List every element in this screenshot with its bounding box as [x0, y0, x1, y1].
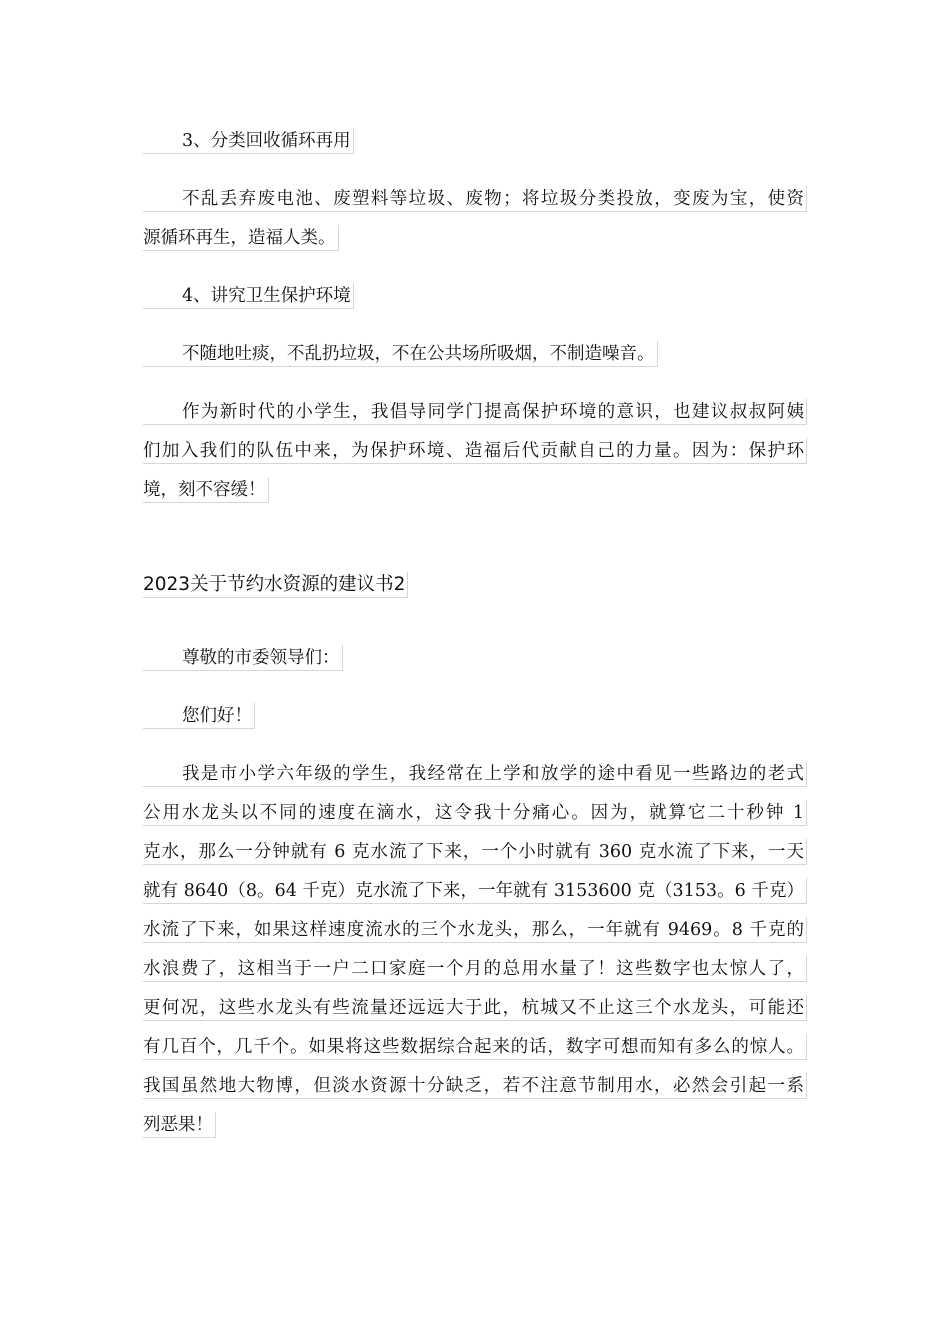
- doc2-salutation-text: 尊敬的市委领导们：: [143, 645, 343, 671]
- doc2-body-line: 有几百个，几千个。如果将这些数据综合起来的话，数字可想而知有多么的惊人。: [143, 1034, 807, 1060]
- section-4-body: [143, 334, 807, 373]
- conclusion-line: 作为新时代的小学生，我倡导同学门提高保护环境的意识，也建议叔叔阿姨: [143, 399, 807, 425]
- section-3-heading: [143, 121, 807, 160]
- conclusion-line: 境，刻不容缓！: [143, 477, 269, 503]
- doc2-body-line: 水浪费了，这相当于一户二口家庭一个月的总用水量了！这些数字也太惊人了，: [143, 956, 807, 982]
- section-4-body-text: 不随地吐痰，不乱扔垃圾，不在公共场所吸烟，不制造噪音。: [143, 341, 658, 367]
- doc2-body-paragraph: [143, 754, 807, 1144]
- doc2-greeting: [143, 696, 807, 735]
- doc2-title-text: 2023关于节约水资源的建议书2: [143, 572, 408, 598]
- section-3-body-line: 不乱丢弃废电池、废塑料等垃圾、废物；将垃圾分类投放，变废为宝，使资: [143, 186, 807, 212]
- section-3-body: [143, 179, 807, 257]
- doc2-body-line: 克水，那么一分钟就有 6 克水流了下来，一个小时就有 360 克水流了下来，一天: [143, 839, 807, 865]
- doc2-body-line: 列恶果！: [143, 1112, 216, 1138]
- doc2-body-line: 我是市小学六年级的学生，我经常在上学和放学的途中看见一些路边的老式: [143, 761, 807, 787]
- section-3-heading-text: 3、分类回收循环再用: [143, 128, 354, 154]
- doc2-body-line: 就有 8640（8。64 千克）克水流了下来，一年就有 3153600 克（3153。6 千克）: [143, 878, 807, 904]
- conclusion-paragraph: [143, 392, 807, 509]
- doc2-body-line: 我国虽然地大物博，但淡水资源十分缺乏，若不注意节制用水，必然会引起一系: [143, 1073, 807, 1099]
- doc2-body-line: 公用水龙头以不同的速度在滴水，这令我十分痛心。因为，就算它二十秒钟 1: [143, 800, 807, 826]
- conclusion-line: 们加入我们的队伍中来，为保护环境、造福后代贡献自己的力量。因为：保护环: [143, 438, 807, 464]
- section-4-heading-text: 4、讲究卫生保护环境: [143, 283, 354, 309]
- doc2-title: [143, 565, 807, 604]
- doc2-body-line: 水流了下来，如果这样速度流水的三个水龙头，那么，一年就有 9469。8 千克的: [143, 917, 807, 943]
- doc2-salutation: [143, 638, 807, 677]
- section-3-body-line: 源循环再生，造福人类。: [143, 225, 339, 251]
- doc2-body-line: 更何况，这些水龙头有些流量还远远大于此，杭城又不止这三个水龙头，可能还: [143, 995, 807, 1021]
- doc2-greeting-text: 您们好！: [143, 703, 255, 729]
- section-4-heading: [143, 276, 807, 315]
